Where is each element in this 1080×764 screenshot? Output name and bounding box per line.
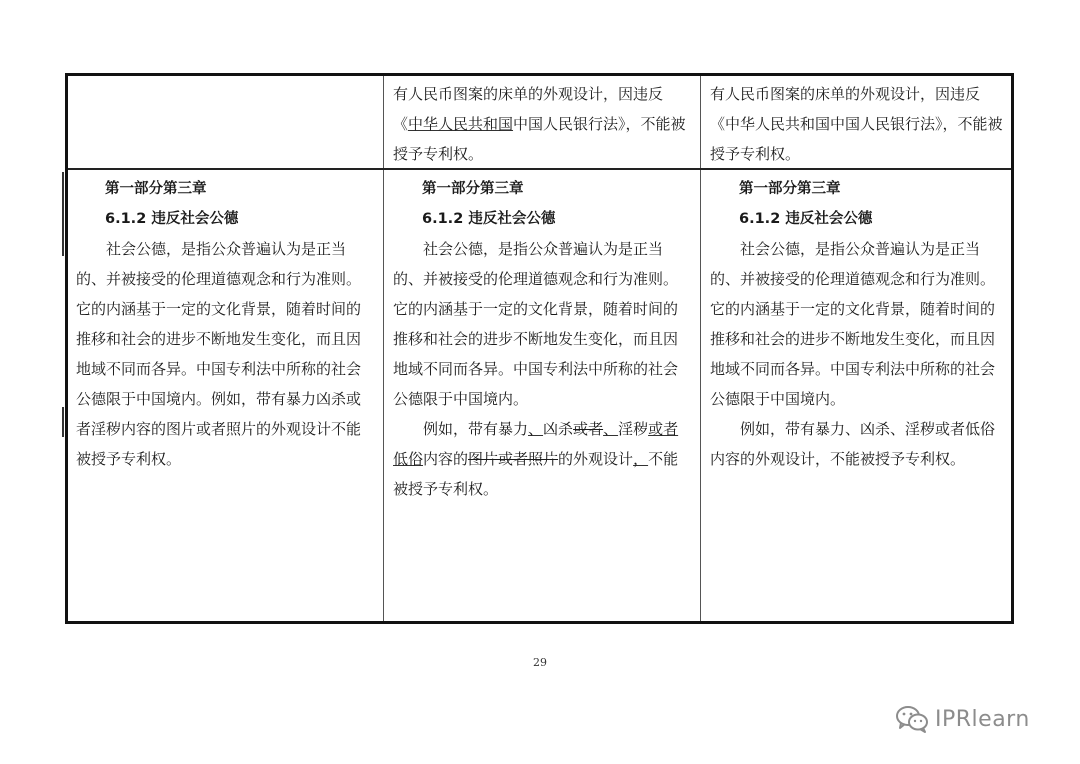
top-revised-text: 有人民币图案的床单的外观设计，因违反《中华人民共和国中国人民银行法》，不能被授予专利权。 [393,85,686,163]
chapter-heading: 第一部分第三章 [105,181,207,197]
original-paragraph: 社会公德，是指公众普遍认为是正当的、并被接受的伦理道德观念和行为准则。它的内涵基于一定的文化背景，随着时间的推移和社会的进步不断地发生变化，而且因地域不同而各异。中国专利法中所称的社会公德限于中国境内。例如，带有暴力凶杀或者淫秽内容的图片或者照片的外观设计不能被授予专利权。 [76,240,362,468]
inserted-text: 、 [528,420,544,438]
revised-paragraph-1: 社会公德，是指公众普遍认为是正当的、并被接受的伦理道德观念和行为准则。它的内涵基于一定的文化背景，随着时间的推移和社会的进步不断地发生变化，而且因地域不同而各异。中国专利法中所称的社会公德限于中国境内。 [393,240,679,408]
inserted-text: 、 [603,420,619,438]
revised-paragraph-2: 例如，带有暴力、凶杀或者、淫秽或者低俗内容的图片或者照片的外观设计，不能被授予专利权。 [393,420,679,498]
inserted-text: 中华人民共和国 [408,115,514,133]
watermark-text: IPRlearn [935,706,1030,732]
page-number: 29 [533,656,547,669]
column-divider-1 [383,76,384,621]
revised-column [386,171,698,504]
change-bar [62,407,64,437]
top-clean-text: 有人民币图案的床单的外观设计，因违反《中华人民共和国中国人民银行法》，不能被授予专利权。 [710,85,1003,163]
clean-paragraph-1: 社会公德，是指公众普遍认为是正当的、并被接受的伦理道德观念和行为准则。它的内涵基于一定的文化背景，随着时间的推移和社会的进步不断地发生变化，而且因地域不同而各异。中国专利法中所称的社会公德限于中国境内。 [710,240,996,408]
top-cell-clean [703,76,1015,169]
chapter-heading: 第一部分第三章 [422,181,524,197]
original-column [68,171,381,474]
column-divider-2 [700,76,701,621]
chapter-heading: 第一部分第三章 [739,181,841,197]
clean-column [703,171,1015,474]
deleted-text: 或者 [573,420,604,438]
change-bar [62,172,64,256]
section-heading: 6.1.2 违反社会公德 [105,211,239,227]
section-heading: 6.1.2 违反社会公德 [739,211,873,227]
watermark [895,702,1030,736]
top-cell-revised [386,76,698,169]
section-heading: 6.1.2 违反社会公德 [422,211,556,227]
comparison-table [65,73,1014,624]
inserted-text: ， [633,450,649,468]
clean-paragraph-2: 例如，带有暴力、凶杀、淫秽或者低俗内容的外观设计，不能被授予专利权。 [710,420,996,468]
wechat-icon [895,704,929,734]
inserted-text: 或者低俗 [393,420,679,468]
deleted-text: 图片或者照片 [468,450,559,468]
